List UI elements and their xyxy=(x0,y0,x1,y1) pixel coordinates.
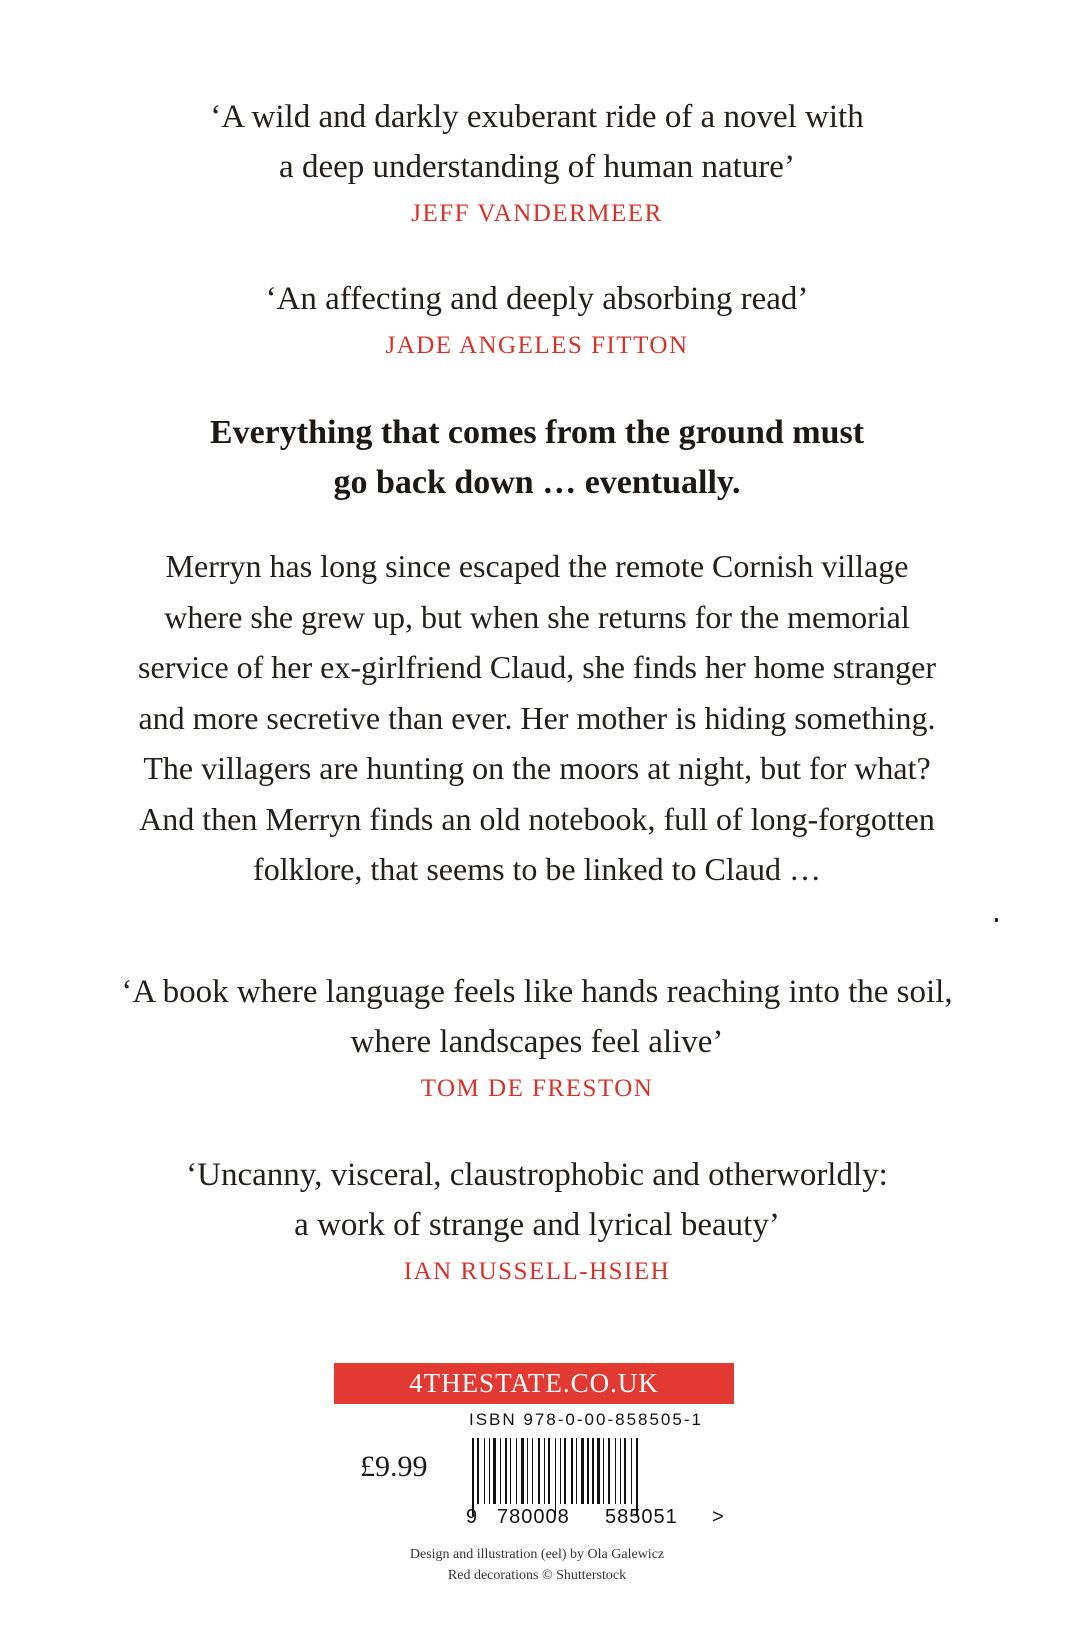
barcode-bar xyxy=(597,1438,600,1504)
tagline xyxy=(0,408,1074,508)
barcode-bar xyxy=(615,1438,616,1504)
barcode-bar xyxy=(521,1438,524,1504)
barcode-digit-lead: 9 xyxy=(466,1506,479,1528)
barcode-bar xyxy=(636,1438,638,1516)
barcode-bar xyxy=(500,1438,501,1504)
quote-1-author: JEFF VANDERMEER xyxy=(411,200,663,227)
quote-2-author: JADE ANGELES FITTON xyxy=(385,332,689,359)
barcode xyxy=(466,1438,714,1516)
barcode-bar xyxy=(608,1438,610,1504)
blurb-line: Merryn has long since escaped the remote Cornish village xyxy=(165,548,909,584)
barcode-bar xyxy=(538,1438,540,1504)
quote-3-author: TOM DE FRESTON xyxy=(420,1075,654,1102)
review-quote-4 xyxy=(0,1150,1074,1290)
quote-3-line-1: ‘A book where language feels like hands reaching into the soil, xyxy=(121,974,953,1010)
quote-4-line-1: ‘Uncanny, visceral, claustrophobic and otherworldly: xyxy=(186,1157,888,1193)
blurb-line: where she grew up, but when she returns for the memorial xyxy=(164,598,910,635)
quote-2-line-1: ‘An affecting and deeply absorbing read’ xyxy=(265,281,809,317)
barcode-bar xyxy=(527,1438,528,1504)
barcode-bar xyxy=(544,1438,545,1504)
barcode-bar xyxy=(510,1438,511,1504)
barcode-bar xyxy=(472,1438,474,1516)
blurb xyxy=(0,541,1074,895)
barcode-bar xyxy=(555,1438,556,1516)
price: £9.99 xyxy=(360,1450,428,1483)
barcode-digits-group-2: 585051 xyxy=(605,1506,678,1528)
barcode-bar xyxy=(603,1438,604,1504)
quote-4-line-2: a work of strange and lyrical beauty’ xyxy=(294,1207,780,1243)
review-quote-3 xyxy=(0,967,1074,1107)
quote-4-author: IAN RUSSELL-HSIEH xyxy=(403,1258,671,1285)
credit-line-design: Design and illustration (eel) by Ola Galewicz xyxy=(409,1547,665,1562)
quote-1-line-2: a deep understanding of human nature’ xyxy=(279,149,795,185)
review-quote-1 xyxy=(0,92,1074,232)
barcode-bar xyxy=(516,1438,517,1504)
print-speck xyxy=(995,918,998,922)
quote-1-line-1: ‘A wild and darkly exuberant ride of a novel with xyxy=(210,99,864,135)
barcode-bar xyxy=(477,1438,479,1504)
barcode-bar xyxy=(560,1438,561,1504)
barcode-bar xyxy=(505,1438,507,1504)
barcode-bar xyxy=(592,1438,594,1504)
barcode-bar xyxy=(493,1438,496,1504)
barcode-bar xyxy=(548,1438,550,1504)
barcode-bar xyxy=(489,1438,490,1504)
blurb-line: and more secretive than ever. Her mother is hiding something. xyxy=(138,699,936,736)
barcode-bar xyxy=(532,1438,533,1504)
tagline-line-2: go back down … eventually. xyxy=(333,464,741,501)
isbn-label: ISBN 978-0-00-858505-1 xyxy=(469,1410,703,1429)
blurb-line: And then Merryn finds an old notebook, full of long-forgotten xyxy=(139,800,935,837)
credit-line-decorations: Red decorations © Shutterstock xyxy=(447,1568,627,1583)
publisher-url-banner: 4THESTATE.CO.UK xyxy=(334,1363,734,1404)
barcode-bar xyxy=(576,1438,577,1504)
barcode-bar xyxy=(587,1438,589,1504)
barcode-bar xyxy=(581,1438,584,1504)
barcode-bar xyxy=(484,1438,485,1504)
quote-3-line-2: where landscapes feel alive’ xyxy=(350,1024,724,1060)
barcode-bar xyxy=(564,1438,566,1504)
barcode-end-mark: > xyxy=(712,1506,725,1528)
barcode-digits-group-1: 780008 xyxy=(497,1506,570,1528)
blurb-line: folklore, that seems to be linked to Claud … xyxy=(253,851,821,887)
cover-credits xyxy=(0,1544,1074,1586)
barcode-bar xyxy=(620,1438,621,1504)
tagline-line-1: Everything that comes from the ground must xyxy=(209,414,865,451)
blurb-line: The villagers are hunting on the moors at night, but for what? xyxy=(143,750,931,786)
barcode-bar xyxy=(624,1438,626,1504)
barcode-bar xyxy=(631,1438,632,1504)
review-quote-2 xyxy=(0,274,1074,364)
blurb-line: service of her ex-girlfriend Claud, she finds her home stranger xyxy=(138,649,936,685)
barcode-bar xyxy=(571,1438,573,1504)
